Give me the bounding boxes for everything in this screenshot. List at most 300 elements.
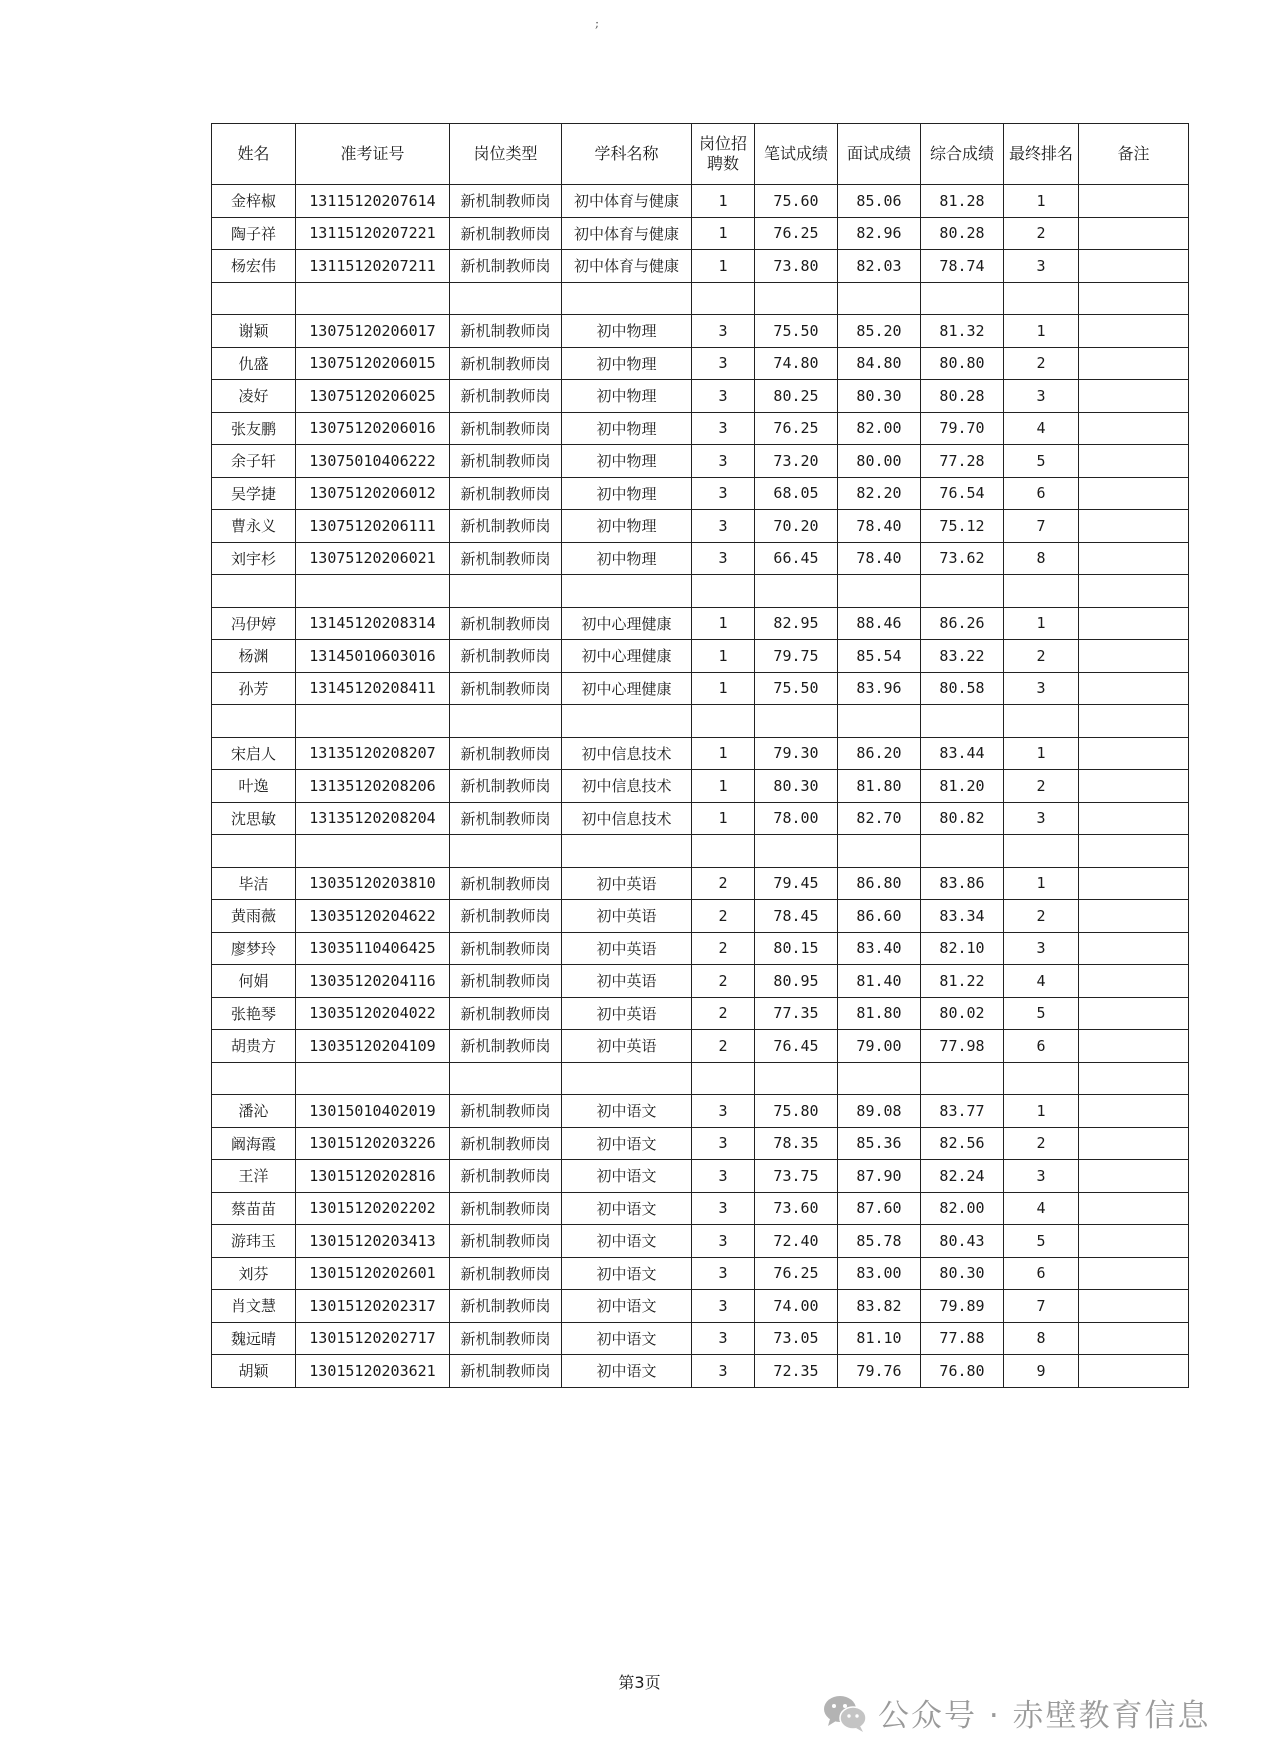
cell-quota: 1 — [692, 737, 755, 770]
table-body — [212, 185, 1189, 1388]
cell-total-score: 80.02 — [921, 997, 1004, 1030]
cell-exam-id: 13075120206016 — [296, 412, 450, 445]
cell-quota: 3 — [692, 510, 755, 543]
empty-cell — [1004, 705, 1079, 738]
cell-total-score: 82.56 — [921, 1127, 1004, 1160]
cell-exam-id: 13035120204022 — [296, 997, 450, 1030]
cell-total-score: 86.26 — [921, 607, 1004, 640]
cell-post-type: 新机制教师岗 — [450, 1322, 562, 1355]
empty-cell — [755, 705, 838, 738]
cell-post-type: 新机制教师岗 — [450, 867, 562, 900]
table-header-row — [212, 124, 1189, 185]
cell-name: 廖梦玲 — [212, 932, 296, 965]
cell-note — [1079, 380, 1189, 413]
cell-interview-score: 83.00 — [838, 1257, 921, 1290]
cell-post-type: 新机制教师岗 — [450, 640, 562, 673]
cell-total-score: 76.54 — [921, 477, 1004, 510]
cell-written-score: 73.75 — [755, 1160, 838, 1193]
wechat-icon — [822, 1693, 868, 1733]
cell-final-rank: 3 — [1004, 802, 1079, 835]
empty-cell — [755, 575, 838, 608]
cell-post-type: 新机制教师岗 — [450, 1225, 562, 1258]
cell-quota: 1 — [692, 250, 755, 283]
cell-post-type: 新机制教师岗 — [450, 672, 562, 705]
cell-note — [1079, 997, 1189, 1030]
cell-name: 宋启人 — [212, 737, 296, 770]
cell-final-rank: 1 — [1004, 1095, 1079, 1128]
cell-written-score: 70.20 — [755, 510, 838, 543]
empty-cell — [1079, 282, 1189, 315]
cell-total-score: 76.80 — [921, 1355, 1004, 1388]
cell-post-type: 新机制教师岗 — [450, 1095, 562, 1128]
cell-interview-score: 81.10 — [838, 1322, 921, 1355]
table-row — [212, 1290, 1189, 1323]
cell-interview-score: 87.90 — [838, 1160, 921, 1193]
cell-final-rank: 2 — [1004, 640, 1079, 673]
empty-cell — [562, 1062, 692, 1095]
cell-quota: 1 — [692, 640, 755, 673]
cell-note — [1079, 1257, 1189, 1290]
cell-interview-score: 83.40 — [838, 932, 921, 965]
table-row-separator — [212, 835, 1189, 868]
cell-total-score: 83.22 — [921, 640, 1004, 673]
cell-written-score: 76.25 — [755, 217, 838, 250]
table-row — [212, 445, 1189, 478]
cell-total-score: 80.82 — [921, 802, 1004, 835]
cell-exam-id: 13035120204116 — [296, 965, 450, 998]
empty-cell — [921, 705, 1004, 738]
cell-final-rank: 8 — [1004, 1322, 1079, 1355]
empty-cell — [838, 705, 921, 738]
table-row — [212, 412, 1189, 445]
cell-post-type: 新机制教师岗 — [450, 965, 562, 998]
cell-final-rank: 5 — [1004, 1225, 1079, 1258]
cell-exam-id: 13075120206012 — [296, 477, 450, 510]
cell-written-score: 79.75 — [755, 640, 838, 673]
watermark — [822, 1690, 1211, 1735]
cell-exam-id: 13015120202601 — [296, 1257, 450, 1290]
empty-cell — [921, 282, 1004, 315]
cell-final-rank: 2 — [1004, 900, 1079, 933]
cell-quota: 2 — [692, 965, 755, 998]
cell-quota: 3 — [692, 380, 755, 413]
table-row — [212, 607, 1189, 640]
cell-note — [1079, 672, 1189, 705]
cell-quota: 3 — [692, 1192, 755, 1225]
cell-quota: 1 — [692, 607, 755, 640]
cell-subject: 初中物理 — [562, 380, 692, 413]
cell-name: 杨渊 — [212, 640, 296, 673]
cell-exam-id: 13075120206111 — [296, 510, 450, 543]
cell-name: 张友鹏 — [212, 412, 296, 445]
cell-quota: 3 — [692, 542, 755, 575]
cell-post-type: 新机制教师岗 — [450, 217, 562, 250]
cell-final-rank: 7 — [1004, 1290, 1079, 1323]
empty-cell — [838, 282, 921, 315]
empty-cell — [755, 282, 838, 315]
cell-note — [1079, 737, 1189, 770]
cell-total-score: 73.62 — [921, 542, 1004, 575]
cell-note — [1079, 217, 1189, 250]
cell-final-rank: 3 — [1004, 250, 1079, 283]
cell-subject: 初中语文 — [562, 1160, 692, 1193]
header-name: 姓名 — [212, 124, 296, 185]
cell-written-score: 78.35 — [755, 1127, 838, 1160]
table-row — [212, 477, 1189, 510]
cell-final-rank: 3 — [1004, 1160, 1079, 1193]
header-note: 备注 — [1079, 124, 1189, 185]
table-row — [212, 1225, 1189, 1258]
empty-cell — [1079, 705, 1189, 738]
cell-written-score: 75.50 — [755, 315, 838, 348]
cell-total-score: 80.43 — [921, 1225, 1004, 1258]
cell-exam-id: 13015120203621 — [296, 1355, 450, 1388]
header-quota: 岗位招聘数 — [692, 124, 755, 185]
cell-written-score: 80.95 — [755, 965, 838, 998]
cell-note — [1079, 1225, 1189, 1258]
table-row — [212, 965, 1189, 998]
cell-post-type: 新机制教师岗 — [450, 1030, 562, 1063]
cell-quota: 1 — [692, 217, 755, 250]
table-row — [212, 770, 1189, 803]
cell-final-rank: 4 — [1004, 1192, 1079, 1225]
cell-quota: 3 — [692, 315, 755, 348]
cell-quota: 3 — [692, 347, 755, 380]
cell-post-type: 新机制教师岗 — [450, 380, 562, 413]
header-exam-id: 准考证号 — [296, 124, 450, 185]
cell-total-score: 77.98 — [921, 1030, 1004, 1063]
cell-subject: 初中心理健康 — [562, 672, 692, 705]
cell-written-score: 80.30 — [755, 770, 838, 803]
cell-name: 仇盛 — [212, 347, 296, 380]
header-subject: 学科名称 — [562, 124, 692, 185]
cell-subject: 初中语文 — [562, 1127, 692, 1160]
table-row — [212, 217, 1189, 250]
cell-written-score: 82.95 — [755, 607, 838, 640]
cell-total-score: 82.10 — [921, 932, 1004, 965]
top-mark: ; — [595, 16, 600, 30]
cell-quota: 3 — [692, 1257, 755, 1290]
table-row-separator — [212, 575, 1189, 608]
cell-note — [1079, 315, 1189, 348]
cell-note — [1079, 1322, 1189, 1355]
cell-subject: 初中心理健康 — [562, 607, 692, 640]
cell-exam-id: 13135120208207 — [296, 737, 450, 770]
cell-name: 叶逸 — [212, 770, 296, 803]
cell-total-score: 83.34 — [921, 900, 1004, 933]
table-row — [212, 315, 1189, 348]
cell-quota: 2 — [692, 867, 755, 900]
cell-interview-score: 82.70 — [838, 802, 921, 835]
cell-note — [1079, 1192, 1189, 1225]
cell-subject: 初中体育与健康 — [562, 217, 692, 250]
cell-subject: 初中英语 — [562, 965, 692, 998]
table-row — [212, 802, 1189, 835]
empty-cell — [562, 575, 692, 608]
empty-cell — [1004, 835, 1079, 868]
empty-cell — [692, 282, 755, 315]
cell-exam-id: 13035120203810 — [296, 867, 450, 900]
cell-name: 黄雨薇 — [212, 900, 296, 933]
cell-post-type: 新机制教师岗 — [450, 1192, 562, 1225]
cell-exam-id: 13015120202816 — [296, 1160, 450, 1193]
cell-name: 凌好 — [212, 380, 296, 413]
cell-exam-id: 13075120206025 — [296, 380, 450, 413]
cell-interview-score: 87.60 — [838, 1192, 921, 1225]
cell-written-score: 74.00 — [755, 1290, 838, 1323]
cell-name: 陶子祥 — [212, 217, 296, 250]
cell-exam-id: 13115120207614 — [296, 185, 450, 218]
cell-name: 游玮玉 — [212, 1225, 296, 1258]
cell-interview-score: 85.36 — [838, 1127, 921, 1160]
cell-total-score: 81.28 — [921, 185, 1004, 218]
cell-note — [1079, 965, 1189, 998]
cell-final-rank: 2 — [1004, 770, 1079, 803]
cell-written-score: 78.45 — [755, 900, 838, 933]
table-row — [212, 737, 1189, 770]
empty-cell — [562, 705, 692, 738]
table-row — [212, 997, 1189, 1030]
cell-subject: 初中语文 — [562, 1257, 692, 1290]
cell-final-rank: 4 — [1004, 965, 1079, 998]
cell-exam-id: 13145120208411 — [296, 672, 450, 705]
cell-quota: 3 — [692, 1290, 755, 1323]
table-row — [212, 347, 1189, 380]
cell-note — [1079, 250, 1189, 283]
cell-written-score: 73.05 — [755, 1322, 838, 1355]
cell-written-score: 80.15 — [755, 932, 838, 965]
cell-interview-score: 83.82 — [838, 1290, 921, 1323]
cell-post-type: 新机制教师岗 — [450, 510, 562, 543]
cell-quota: 3 — [692, 412, 755, 445]
header-interview-score: 面试成绩 — [838, 124, 921, 185]
cell-final-rank: 9 — [1004, 1355, 1079, 1388]
empty-cell — [838, 835, 921, 868]
cell-final-rank: 5 — [1004, 997, 1079, 1030]
cell-subject: 初中英语 — [562, 997, 692, 1030]
cell-final-rank: 3 — [1004, 932, 1079, 965]
empty-cell — [450, 282, 562, 315]
cell-written-score: 68.05 — [755, 477, 838, 510]
cell-interview-score: 85.54 — [838, 640, 921, 673]
empty-cell — [1004, 282, 1079, 315]
empty-cell — [755, 835, 838, 868]
cell-quota: 3 — [692, 1322, 755, 1355]
table-row — [212, 1322, 1189, 1355]
cell-post-type: 新机制教师岗 — [450, 185, 562, 218]
empty-cell — [692, 705, 755, 738]
cell-total-score: 79.70 — [921, 412, 1004, 445]
cell-interview-score: 82.20 — [838, 477, 921, 510]
cell-written-score: 76.25 — [755, 1257, 838, 1290]
cell-interview-score: 79.00 — [838, 1030, 921, 1063]
cell-post-type: 新机制教师岗 — [450, 770, 562, 803]
cell-exam-id: 13075010406222 — [296, 445, 450, 478]
cell-exam-id: 13015120202202 — [296, 1192, 450, 1225]
table-row — [212, 1355, 1189, 1388]
table-row — [212, 640, 1189, 673]
cell-total-score: 83.77 — [921, 1095, 1004, 1128]
cell-post-type: 新机制教师岗 — [450, 900, 562, 933]
page-number: 第3页 — [618, 1673, 661, 1692]
cell-name: 杨宏伟 — [212, 250, 296, 283]
cell-total-score: 78.74 — [921, 250, 1004, 283]
cell-interview-score: 80.30 — [838, 380, 921, 413]
cell-note — [1079, 1160, 1189, 1193]
cell-name: 魏远晴 — [212, 1322, 296, 1355]
cell-post-type: 新机制教师岗 — [450, 347, 562, 380]
cell-final-rank: 2 — [1004, 1127, 1079, 1160]
watermark-text: 公众号 · 赤壁教育信息 — [878, 1698, 1211, 1734]
empty-cell — [1004, 1062, 1079, 1095]
cell-post-type: 新机制教师岗 — [450, 737, 562, 770]
cell-exam-id: 13145120208314 — [296, 607, 450, 640]
empty-cell — [212, 835, 296, 868]
cell-subject: 初中语文 — [562, 1095, 692, 1128]
cell-final-rank: 2 — [1004, 217, 1079, 250]
empty-cell — [1079, 835, 1189, 868]
cell-interview-score: 89.08 — [838, 1095, 921, 1128]
cell-total-score: 80.58 — [921, 672, 1004, 705]
cell-final-rank: 3 — [1004, 672, 1079, 705]
empty-cell — [212, 282, 296, 315]
cell-quota: 3 — [692, 1095, 755, 1128]
empty-cell — [692, 835, 755, 868]
cell-quota: 1 — [692, 672, 755, 705]
cell-post-type: 新机制教师岗 — [450, 542, 562, 575]
empty-cell — [1004, 575, 1079, 608]
cell-subject: 初中信息技术 — [562, 737, 692, 770]
cell-exam-id: 13015120202317 — [296, 1290, 450, 1323]
empty-cell — [838, 1062, 921, 1095]
cell-written-score: 76.45 — [755, 1030, 838, 1063]
empty-cell — [450, 835, 562, 868]
cell-interview-score: 88.46 — [838, 607, 921, 640]
cell-final-rank: 1 — [1004, 737, 1079, 770]
cell-interview-score: 84.80 — [838, 347, 921, 380]
cell-exam-id: 13075120206015 — [296, 347, 450, 380]
cell-quota: 1 — [692, 185, 755, 218]
cell-written-score: 78.00 — [755, 802, 838, 835]
cell-note — [1079, 900, 1189, 933]
cell-note — [1079, 867, 1189, 900]
header-total-score: 综合成绩 — [921, 124, 1004, 185]
cell-exam-id: 13115120207211 — [296, 250, 450, 283]
cell-quota: 3 — [692, 1160, 755, 1193]
cell-interview-score: 78.40 — [838, 510, 921, 543]
empty-cell — [212, 1062, 296, 1095]
cell-exam-id: 13015120203413 — [296, 1225, 450, 1258]
cell-name: 肖文慧 — [212, 1290, 296, 1323]
cell-exam-id: 13015120203226 — [296, 1127, 450, 1160]
cell-quota: 2 — [692, 900, 755, 933]
cell-subject: 初中信息技术 — [562, 770, 692, 803]
cell-post-type: 新机制教师岗 — [450, 315, 562, 348]
cell-total-score: 79.89 — [921, 1290, 1004, 1323]
table-row-separator — [212, 282, 1189, 315]
cell-quota: 2 — [692, 997, 755, 1030]
cell-subject: 初中英语 — [562, 932, 692, 965]
cell-subject: 初中英语 — [562, 867, 692, 900]
cell-note — [1079, 802, 1189, 835]
cell-final-rank: 4 — [1004, 412, 1079, 445]
empty-cell — [296, 1062, 450, 1095]
cell-note — [1079, 347, 1189, 380]
table-row — [212, 672, 1189, 705]
cell-exam-id: 13035120204109 — [296, 1030, 450, 1063]
cell-quota: 1 — [692, 770, 755, 803]
cell-interview-score: 78.40 — [838, 542, 921, 575]
cell-interview-score: 83.96 — [838, 672, 921, 705]
cell-subject: 初中语文 — [562, 1225, 692, 1258]
cell-post-type: 新机制教师岗 — [450, 932, 562, 965]
empty-cell — [1079, 1062, 1189, 1095]
empty-cell — [212, 575, 296, 608]
cell-exam-id: 13145010603016 — [296, 640, 450, 673]
empty-cell — [838, 575, 921, 608]
cell-name: 刘宇杉 — [212, 542, 296, 575]
empty-cell — [692, 1062, 755, 1095]
cell-subject: 初中物理 — [562, 445, 692, 478]
cell-name: 吴学捷 — [212, 477, 296, 510]
cell-subject: 初中物理 — [562, 347, 692, 380]
cell-quota: 3 — [692, 1127, 755, 1160]
table-row — [212, 1095, 1189, 1128]
cell-written-score: 79.30 — [755, 737, 838, 770]
cell-written-score: 73.80 — [755, 250, 838, 283]
cell-post-type: 新机制教师岗 — [450, 802, 562, 835]
cell-name: 阚海霞 — [212, 1127, 296, 1160]
cell-subject: 初中语文 — [562, 1192, 692, 1225]
cell-written-score: 72.35 — [755, 1355, 838, 1388]
cell-post-type: 新机制教师岗 — [450, 250, 562, 283]
cell-total-score: 82.24 — [921, 1160, 1004, 1193]
cell-note — [1079, 185, 1189, 218]
cell-subject: 初中体育与健康 — [562, 185, 692, 218]
cell-subject: 初中语文 — [562, 1290, 692, 1323]
cell-interview-score: 86.80 — [838, 867, 921, 900]
cell-note — [1079, 607, 1189, 640]
empty-cell — [296, 282, 450, 315]
cell-subject: 初中语文 — [562, 1355, 692, 1388]
cell-written-score: 72.40 — [755, 1225, 838, 1258]
cell-note — [1079, 932, 1189, 965]
cell-interview-score: 81.80 — [838, 997, 921, 1030]
cell-name: 王洋 — [212, 1160, 296, 1193]
empty-cell — [921, 835, 1004, 868]
cell-interview-score: 81.40 — [838, 965, 921, 998]
cell-exam-id: 13075120206021 — [296, 542, 450, 575]
cell-total-score: 83.44 — [921, 737, 1004, 770]
cell-exam-id: 13035120204622 — [296, 900, 450, 933]
cell-note — [1079, 477, 1189, 510]
cell-total-score: 77.88 — [921, 1322, 1004, 1355]
cell-exam-id: 13035110406425 — [296, 932, 450, 965]
cell-interview-score: 82.00 — [838, 412, 921, 445]
header-written-score: 笔试成绩 — [755, 124, 838, 185]
header-post-type: 岗位类型 — [450, 124, 562, 185]
cell-name: 毕洁 — [212, 867, 296, 900]
cell-interview-score: 86.20 — [838, 737, 921, 770]
cell-written-score: 74.80 — [755, 347, 838, 380]
empty-cell — [450, 705, 562, 738]
cell-subject: 初中物理 — [562, 412, 692, 445]
table-row — [212, 185, 1189, 218]
empty-cell — [562, 282, 692, 315]
cell-final-rank: 1 — [1004, 315, 1079, 348]
cell-post-type: 新机制教师岗 — [450, 1160, 562, 1193]
table-row — [212, 542, 1189, 575]
